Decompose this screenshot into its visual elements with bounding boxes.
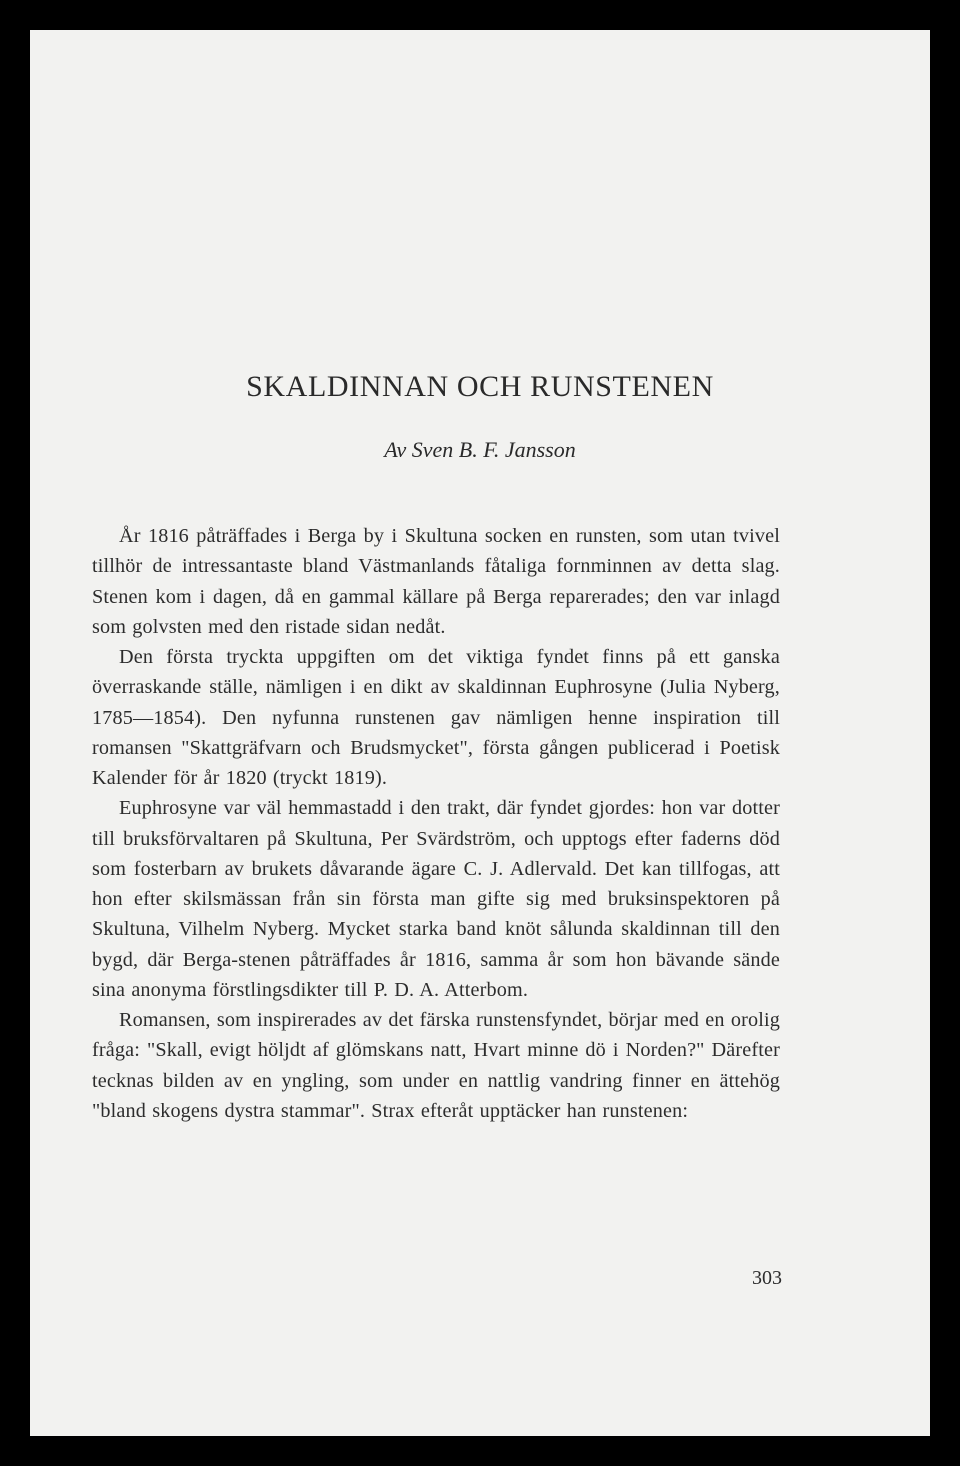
page-number: 303 <box>752 1267 782 1289</box>
paragraph: Euphrosyne var väl hemmastadd i den trakt, där fyndet gjordes: hon var dotter till bruksförvaltaren på Skultuna, Per Svärdström, och upptogs efter faderns död som fosterbarn av brukets dåvarande ägare C. J. Adlervald. Det kan tillfogas, att hon efter skilsmässan från sin första man gifte sig med bruksinspektoren på Skultuna, Vilhelm Nyberg. Mycket starka band knöt sålunda skaldinnan till den bygd, där Berga-stenen påträffades år 1816, samma år som hon bävande sände sina anonyma förstlingsdikter till P. D. A. Atterbom. <box>92 797 780 1001</box>
document-page <box>30 30 930 1436</box>
paragraph: År 1816 påträffades i Berga by i Skultuna socken en runsten, som utan tvivel tillhör de intressantaste bland Västmanlands fåtaliga fornminnen av detta slag. Stenen kom i dagen, då en gammal källare på Berga reparerades; den var inlagd som golvsten med den ristade sidan nedåt. <box>92 525 780 638</box>
paragraph: Romansen, som inspirerades av det färska runstensfyndet, börjar med en orolig fråga: "Skall, evigt höljdt af glömskans natt, Hvart minne dö i Norden?" Därefter tecknas bilden av en yngling, som under en nattlig vandring finner en ättehög "bland skogens dystra stammar". Strax efteråt upptäcker han runstenen: <box>92 1009 780 1122</box>
article-body <box>92 521 780 1126</box>
article-byline: Av Sven B. F. Jansson <box>384 437 576 462</box>
paragraph: Den första tryckta uppgiften om det viktiga fyndet finns på ett ganska överraskande ställe, nämligen i en dikt av skaldinnan Euphrosyne (Julia Nyberg, 1785—1854). Den nyfunna runstenen gav nämligen henne inspiration till romansen "Skattgräfvarn och Brudsmycket", första gången publicerad i Poetisk Kalender för år 1820 (tryckt 1819). <box>92 646 780 789</box>
article-title: SKALDINNAN OCH RUNSTENEN <box>246 370 714 403</box>
